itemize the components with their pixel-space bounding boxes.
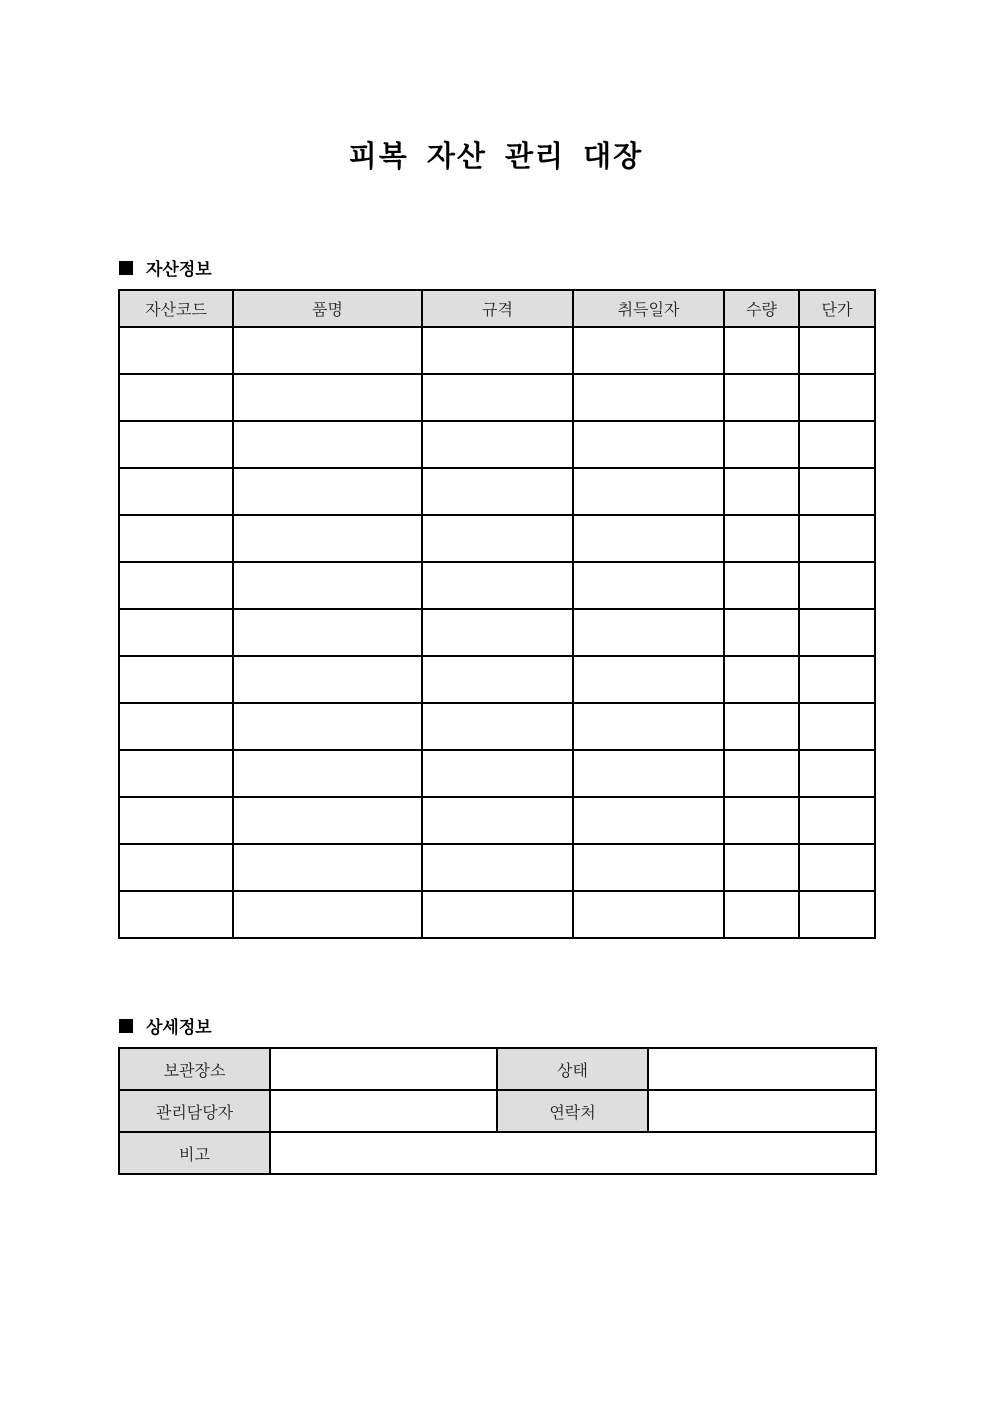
asset-code-cell[interactable] [119, 797, 233, 844]
column-header-acquisition-date: 취득일자 [573, 290, 724, 327]
asset-code-cell[interactable] [119, 562, 233, 609]
contact-label: 연락처 [497, 1090, 648, 1132]
acquisition-date-cell[interactable] [573, 515, 724, 562]
asset-code-cell[interactable] [119, 656, 233, 703]
spec-cell[interactable] [422, 515, 573, 562]
detail-section-heading [119, 1013, 212, 1038]
column-header-item-name: 품명 [233, 290, 422, 327]
spec-cell[interactable] [422, 797, 573, 844]
asset-table-header-row [119, 290, 875, 327]
item-name-cell[interactable] [233, 797, 422, 844]
asset-code-cell[interactable] [119, 609, 233, 656]
quantity-cell[interactable] [724, 656, 799, 703]
item-name-cell[interactable] [233, 468, 422, 515]
acquisition-date-cell[interactable] [573, 797, 724, 844]
spec-cell[interactable] [422, 374, 573, 421]
quantity-cell[interactable] [724, 421, 799, 468]
table-row [119, 468, 875, 515]
spec-cell[interactable] [422, 327, 573, 374]
asset-code-cell[interactable] [119, 844, 233, 891]
asset-code-cell[interactable] [119, 468, 233, 515]
document-title: 피복 자산 관리 대장 [348, 139, 644, 173]
unit-price-cell[interactable] [799, 844, 875, 891]
detail-row [119, 1090, 876, 1132]
unit-price-cell[interactable] [799, 891, 875, 938]
quantity-cell[interactable] [724, 750, 799, 797]
table-row [119, 374, 875, 421]
acquisition-date-cell[interactable] [573, 421, 724, 468]
item-name-cell[interactable] [233, 703, 422, 750]
manager-label: 관리담당자 [119, 1090, 270, 1132]
unit-price-cell[interactable] [799, 421, 875, 468]
quantity-cell[interactable] [724, 515, 799, 562]
spec-cell[interactable] [422, 844, 573, 891]
detail-row [119, 1132, 876, 1174]
acquisition-date-cell[interactable] [573, 327, 724, 374]
acquisition-date-cell[interactable] [573, 703, 724, 750]
table-row [119, 797, 875, 844]
unit-price-cell[interactable] [799, 703, 875, 750]
table-row [119, 562, 875, 609]
remarks-label: 비고 [119, 1132, 270, 1174]
item-name-cell[interactable] [233, 891, 422, 938]
spec-cell[interactable] [422, 609, 573, 656]
table-row [119, 421, 875, 468]
column-header-quantity: 수량 [724, 290, 799, 327]
unit-price-cell[interactable] [799, 609, 875, 656]
unit-price-cell[interactable] [799, 327, 875, 374]
table-row [119, 750, 875, 797]
table-row [119, 515, 875, 562]
detail-section-title: 상세정보 [146, 1018, 212, 1038]
item-name-cell[interactable] [233, 844, 422, 891]
spec-cell[interactable] [422, 703, 573, 750]
asset-code-cell[interactable] [119, 515, 233, 562]
column-header-spec: 규격 [422, 290, 573, 327]
acquisition-date-cell[interactable] [573, 844, 724, 891]
spec-cell[interactable] [422, 468, 573, 515]
item-name-cell[interactable] [233, 609, 422, 656]
manager-field[interactable] [270, 1090, 497, 1132]
asset-code-cell[interactable] [119, 750, 233, 797]
acquisition-date-cell[interactable] [573, 562, 724, 609]
item-name-cell[interactable] [233, 562, 422, 609]
asset-code-cell[interactable] [119, 374, 233, 421]
acquisition-date-cell[interactable] [573, 750, 724, 797]
spec-cell[interactable] [422, 421, 573, 468]
spec-cell[interactable] [422, 562, 573, 609]
acquisition-date-cell[interactable] [573, 374, 724, 421]
unit-price-cell[interactable] [799, 656, 875, 703]
quantity-cell[interactable] [724, 844, 799, 891]
asset-code-cell[interactable] [119, 327, 233, 374]
storage-location-label: 보관장소 [119, 1048, 270, 1090]
table-row [119, 703, 875, 750]
quantity-cell[interactable] [724, 327, 799, 374]
contact-field[interactable] [648, 1090, 876, 1132]
status-field[interactable] [648, 1048, 876, 1090]
acquisition-date-cell[interactable] [573, 891, 724, 938]
table-row [119, 327, 875, 374]
quantity-cell[interactable] [724, 562, 799, 609]
unit-price-cell[interactable] [799, 515, 875, 562]
quantity-cell[interactable] [724, 797, 799, 844]
unit-price-cell[interactable] [799, 468, 875, 515]
item-name-cell[interactable] [233, 374, 422, 421]
storage-location-field[interactable] [270, 1048, 497, 1090]
unit-price-cell[interactable] [799, 562, 875, 609]
table-row [119, 656, 875, 703]
remarks-field[interactable] [270, 1132, 876, 1174]
status-label: 상태 [497, 1048, 648, 1090]
table-row [119, 609, 875, 656]
column-header-unit-price: 단가 [799, 290, 875, 327]
quantity-cell[interactable] [724, 609, 799, 656]
square-bullet-icon [119, 261, 133, 275]
asset-code-cell[interactable] [119, 421, 233, 468]
quantity-cell[interactable] [724, 468, 799, 515]
table-row [119, 891, 875, 938]
unit-price-cell[interactable] [799, 750, 875, 797]
quantity-cell[interactable] [724, 374, 799, 421]
item-name-cell[interactable] [233, 421, 422, 468]
acquisition-date-cell[interactable] [573, 609, 724, 656]
item-name-cell[interactable] [233, 750, 422, 797]
asset-table [118, 289, 876, 939]
spec-cell[interactable] [422, 891, 573, 938]
square-bullet-icon [119, 1019, 133, 1033]
asset-code-cell[interactable] [119, 703, 233, 750]
detail-table [118, 1047, 877, 1175]
acquisition-date-cell[interactable] [573, 656, 724, 703]
item-name-cell[interactable] [233, 515, 422, 562]
item-name-cell[interactable] [233, 656, 422, 703]
detail-row [119, 1048, 876, 1090]
quantity-cell[interactable] [724, 703, 799, 750]
asset-section-heading [119, 255, 212, 280]
table-row [119, 844, 875, 891]
column-header-asset-code: 자산코드 [119, 290, 233, 327]
spec-cell[interactable] [422, 656, 573, 703]
unit-price-cell[interactable] [799, 797, 875, 844]
unit-price-cell[interactable] [799, 374, 875, 421]
asset-section-title: 자산정보 [146, 260, 212, 280]
asset-code-cell[interactable] [119, 891, 233, 938]
quantity-cell[interactable] [724, 891, 799, 938]
item-name-cell[interactable] [233, 327, 422, 374]
spec-cell[interactable] [422, 750, 573, 797]
acquisition-date-cell[interactable] [573, 468, 724, 515]
